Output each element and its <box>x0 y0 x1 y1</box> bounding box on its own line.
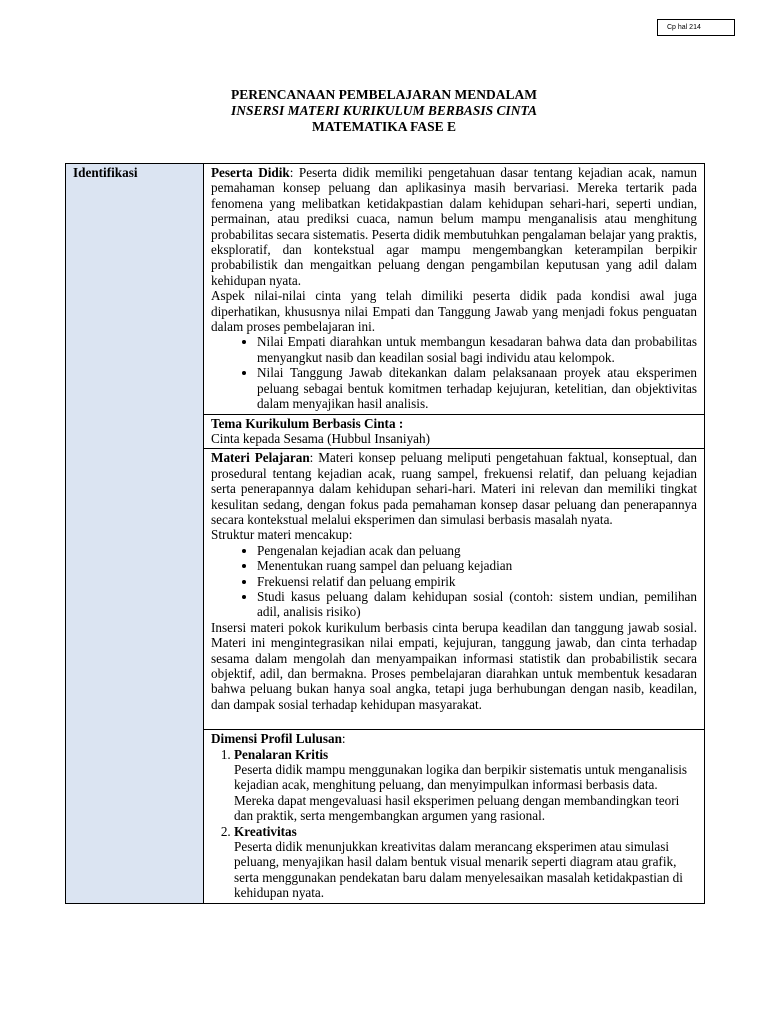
tema-cell <box>204 414 705 449</box>
peserta-didik-cell <box>204 164 705 415</box>
dimensi-item-text: Peserta didik menunjukkan kreativitas dalam merancang eksperimen atau simulasi peluang, menyajikan hasil dalam bentuk visual menarik seperti diagram atau grafik, serta menggunakan pendekatan baru dalam menyelesaikan masalah ketidakpastian di kehidupan nyata. <box>234 839 683 901</box>
title-line-2: INSERSI MATERI KURIKULUM BERBASIS CINTA <box>230 103 538 118</box>
list-item: • Nilai Tanggung Jawab ditekankan dalam pelaksanaan proyek atau eksperimen peluang sebagai bentuk komitmen terhadap kejujuran, ketelitian, dan objektivitas dalam menyajikan hasil analisis. <box>257 365 697 411</box>
document-header <box>0 87 768 135</box>
dimensi-label: Dimensi Profil Lulusan <box>211 731 342 747</box>
peserta-didik-text: : Peserta didik memiliki pengetahuan dasar tentang kejadian acak, namun pemahaman konsep peluang dan aplikasinya masih bervariasi. Mereka tertarik pada fenomena yang melibatkan ketidakpastian dalam kehidupan sehari-hari, seperti undian, permainan, atau prediksi cuaca, namun belum mampu menganalisis atau menghitung probabilitas secara sistematis. Peserta didik membutuhkan pengalaman belajar yang praktis, eksploratif, dan kontekstual agar mampu mengembangkan keterampilan berpikir probabilistik dan mengaitkan peluang dengan pengambilan keputusan yang adil dalam kehidupan nyata. <box>211 165 697 288</box>
list-item: • Frekuensi relatif dan peluang empirik <box>257 574 697 589</box>
materi-paragraph <box>211 450 697 527</box>
list-item <box>234 824 697 901</box>
title-line-3: MATEMATIKA FASE E <box>311 119 456 134</box>
dimensi-item-title: 1. Penalaran Kritis <box>234 746 329 762</box>
materi-cell <box>204 449 705 730</box>
spacer <box>211 712 697 727</box>
side-label: Identifikasi <box>73 165 138 180</box>
nilai-list <box>211 334 697 411</box>
list-item: • Nilai Empati diarahkan untuk membangun kesadaran bahwa data dan probabilitas menyangkut nasib dan keadilan sosial bagi individu atau kelompok. <box>257 334 697 365</box>
list-item <box>234 747 697 824</box>
nilai-cinta-paragraph: Aspek nilai-nilai cinta yang telah dimiliki peserta didik pada kondisi awal juga diperhatikan, khususnya nilai Empati dan Tanggung Jawab yang menjadi fokus penguatan dalam proses pembelajaran ini. <box>211 288 697 335</box>
title-line-1: PERENCANAAN PEMBELAJARAN MENDALAM <box>231 87 537 102</box>
peserta-didik-paragraph <box>211 165 697 288</box>
insersi-paragraph: Insersi materi pokok kurikulum berbasis cinta berupa keadilan dan tanggung jawab sosial. Materi ini mengintegrasikan nilai empati, kejujuran, tanggung jawab, dan cinta terhadap sesama dalam mengolah dan menyampaikan informasi statistik dan probabilistik secara objektif, adil, dan bermakna. Proses pembelajaran diarahkan untuk membentuk kesadaran bahwa peluang bukan hanya soal angka, tetapi juga berhubungan dengan nasib, keadilan, dan dampak sosial terhadap kehidupan masyarakat. <box>211 619 697 712</box>
row-peserta-didik <box>66 164 705 415</box>
tema-value: Cinta kepada Sesama (Hubbul Insaniyah) <box>211 430 430 446</box>
dimensi-item-title: 2. Kreativitas <box>234 823 297 839</box>
peserta-didik-label: Peserta Didik <box>211 165 290 180</box>
side-label-cell <box>66 164 204 904</box>
materi-text: : Materi konsep peluang meliputi pengetahuan faktual, konseptual, dan prosedural tentang kejadian acak, ruang sampel, frekuensi relatif, dan peluang kejadian serta penerapannya dalam kehidupan sehari-hari. Materi ini relevan dan memiliki tingkat kesulitan sedang, dengan fokus pada pemahaman konsep dasar peluang dan penerapannya secara kontekstual melalui eksperimen dan simulasi berbasis masalah nyata. <box>211 450 697 527</box>
dimensi-item-text: Peserta didik mampu menggunakan logika dan berpikir sistematis untuk menganalisis kejadian acak, menghitung peluang, dan menyimpulkan informasi berbasis data. Mereka dapat mengevaluasi hasil eksperimen peluang dengan membandingkan teori dan praktik, serta mengembangkan argumen yang rasional. <box>234 762 688 824</box>
list-item: • Studi kasus peluang dalam kehidupan sosial (contoh: sistem undian, pemilihan adil, analisis risiko) <box>257 589 697 620</box>
tema-label: Tema Kurikulum Berbasis Cinta : <box>211 415 404 431</box>
materi-label: Materi Pelajaran <box>211 450 310 466</box>
list-item: • Menentukan ruang sampel dan peluang kejadian <box>257 558 697 573</box>
struktur-list <box>211 543 697 620</box>
dimensi-cell <box>204 730 705 903</box>
page-reference-box: Cp hal 214 <box>657 19 735 36</box>
dimensi-colon: : <box>341 731 346 747</box>
struktur-label: Struktur materi mencakup: <box>211 527 353 543</box>
dimensi-list <box>211 747 697 901</box>
dimensi-heading <box>211 731 697 746</box>
identification-table <box>65 163 705 904</box>
list-item: • Pengenalan kejadian acak dan peluang <box>257 543 697 558</box>
